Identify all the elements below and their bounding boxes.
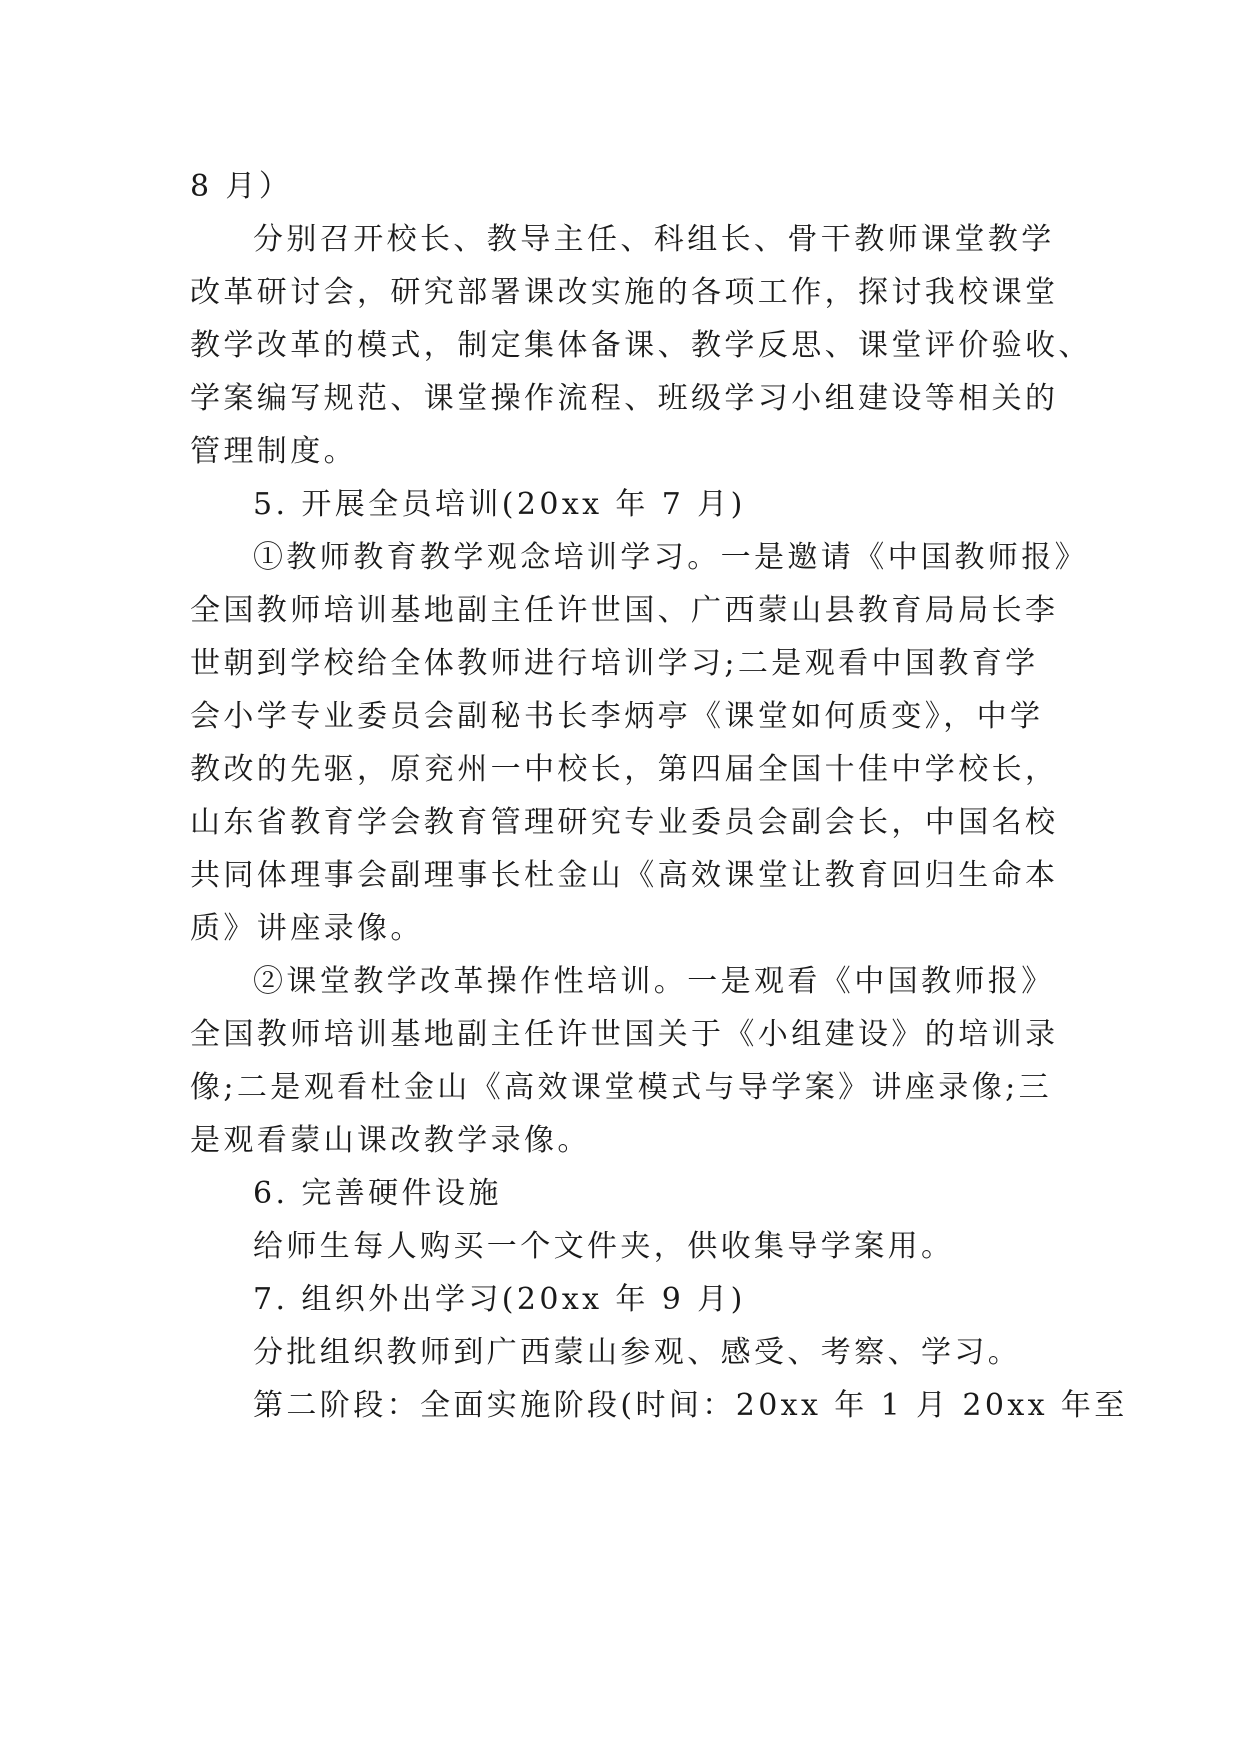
text-line: 全国教师培训基地副主任许世国关于《小组建设》的培训录	[190, 1017, 1059, 1052]
stage-heading: 第二阶段：全面实施阶段(时间：20xx 年 1 月 20xx 年至	[253, 1388, 1128, 1423]
text-line: 8 月）	[190, 169, 293, 204]
paragraph-first-line: 给师生每人购买一个文件夹，供收集导学案用。	[253, 1229, 955, 1264]
text-line: 会小学专业委员会副秘书长李炳亭《课堂如何质变》，中学	[190, 699, 1044, 734]
text-line: 世朝到学校给全体教师进行培训学习;二是观看中国教育学	[190, 646, 1039, 681]
paragraph-first-line: ①教师教育教学观念培训学习。一是邀请《中国教师报》	[253, 540, 1088, 575]
text-line: 像;二是观看杜金山《高效课堂模式与导学案》讲座录像;三	[190, 1070, 1053, 1105]
text-line: 教学改革的模式，制定集体备课、教学反思、课堂评价验收、	[190, 328, 1092, 363]
text-line: 教改的先驱，原兖州一中校长，第四届全国十佳中学校长，	[190, 752, 1059, 787]
section-heading-5: 5. 开展全员培训(20xx 年 7 月)	[253, 487, 746, 522]
text-line: 质》讲座录像。	[190, 911, 424, 946]
text-line: 学案编写规范、课堂操作流程、班级学习小组建设等相关的	[190, 381, 1059, 416]
text-line: 管理制度。	[190, 434, 357, 469]
text-line: 改革研讨会，研究部署课改实施的各项工作，探讨我校课堂	[190, 275, 1059, 310]
text-line: 山东省教育学会教育管理研究专业委员会副会长，中国名校	[190, 805, 1059, 840]
paragraph-first-line: 分批组织教师到广西蒙山参观、感受、考察、学习。	[253, 1335, 1022, 1370]
section-heading-7: 7. 组织外出学习(20xx 年 9 月)	[253, 1282, 746, 1317]
section-heading-6: 6. 完善硬件设施	[253, 1176, 502, 1211]
paragraph-first-line: 分别召开校长、教导主任、科组长、骨干教师课堂教学	[253, 222, 1055, 257]
text-line: 共同体理事会副理事长杜金山《高效课堂让教育回归生命本	[190, 858, 1059, 893]
paragraph-first-line: ②课堂教学改革操作性培训。一是观看《中国教师报》	[253, 964, 1055, 999]
text-line: 全国教师培训基地副主任许世国、广西蒙山县教育局局长李	[190, 593, 1059, 628]
text-line: 是观看蒙山课改教学录像。	[190, 1123, 591, 1158]
